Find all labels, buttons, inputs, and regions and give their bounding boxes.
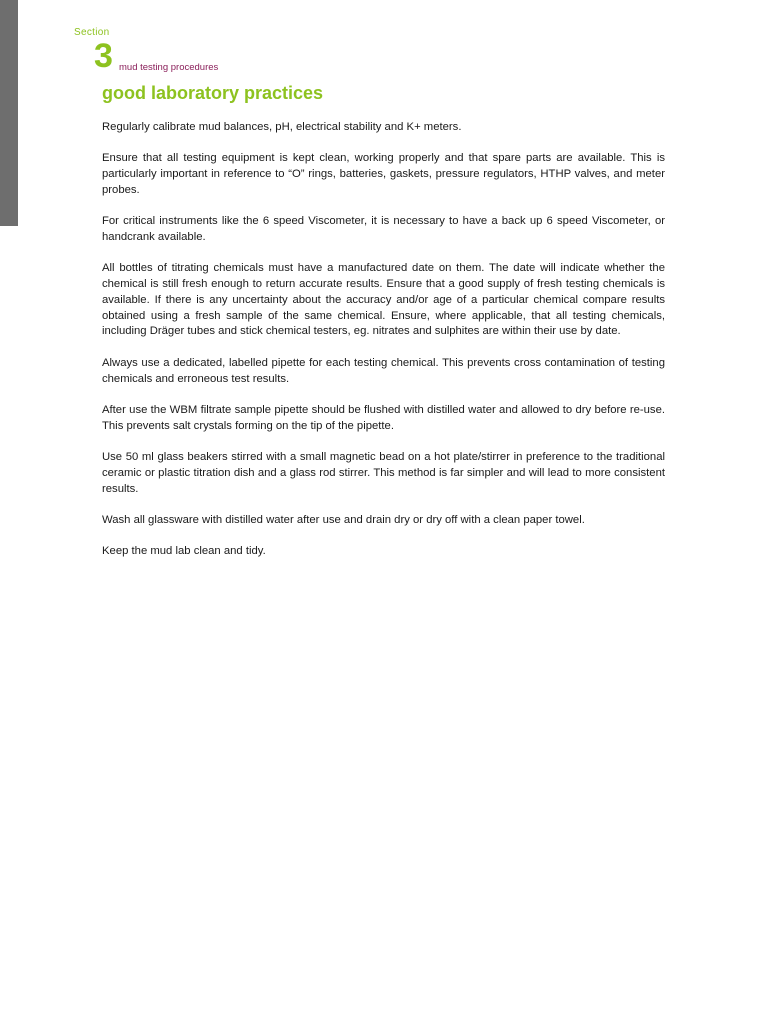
paragraph-beakers: Use 50 ml glass beakers stirred with a small magnetic bead on a hot plate/stirrer in preference to the traditional ceramic or plastic titration dish and a glass rod stirrer. This method is far simpler and will lead to more consistent results.	[102, 450, 665, 495]
paragraph-chemicals: All bottles of titrating chemicals must have a manufactured date on them. The date will indicate whether the chemical is still fresh enough to return accurate results. Ensure that a good supply of fresh testing chemicals is available. If there is any uncertainty about the accuracy and/or age of a particular chemical compare results obtained using a fresh sample of the same chemical. Ensure, where applicable, that all testing chemicals, including Dräger tubes and stick chemical testers, eg. nitrates and sulphites are within their use by date.	[102, 262, 665, 338]
paragraph-equipment: Ensure that all testing equipment is kept clean, working properly and that spare parts are available. This is particularly important in reference to “O” rings, batteries, gaskets, pressure regulators, HTHP valves, and meter probes.	[102, 152, 665, 196]
paragraph-filtrate: After use the WBM filtrate sample pipette should be flushed with distilled water and allowed to dry before re-use. This prevents salt crystals forming on the tip of the pipette.	[102, 403, 665, 432]
paragraph-glassware: Wash all glassware with distilled water after use and drain dry or dry off with a clean paper towel.	[102, 513, 585, 526]
section-label: Section	[74, 27, 110, 38]
section-title: mud testing procedures	[119, 62, 219, 73]
paragraph-viscometer: For critical instruments like the 6 speed Viscometer, it is necessary to have a back up 6 speed Viscometer, or handcrank available.	[102, 215, 665, 243]
section-tab-bar	[0, 0, 18, 226]
paragraph-pipette: Always use a dedicated, labelled pipette for each testing chemical. This prevents cross contamination of testing chemicals and erroneous test results.	[102, 356, 665, 385]
page-title: good laboratory practices	[102, 83, 324, 103]
section-number: 3	[94, 37, 113, 75]
body-text	[102, 120, 665, 575]
paragraph-calibration: Regularly calibrate mud balances, pH, electrical stability and K+ meters.	[102, 121, 462, 133]
paragraph-clean-lab: Keep the mud lab clean and tidy.	[102, 545, 266, 558]
